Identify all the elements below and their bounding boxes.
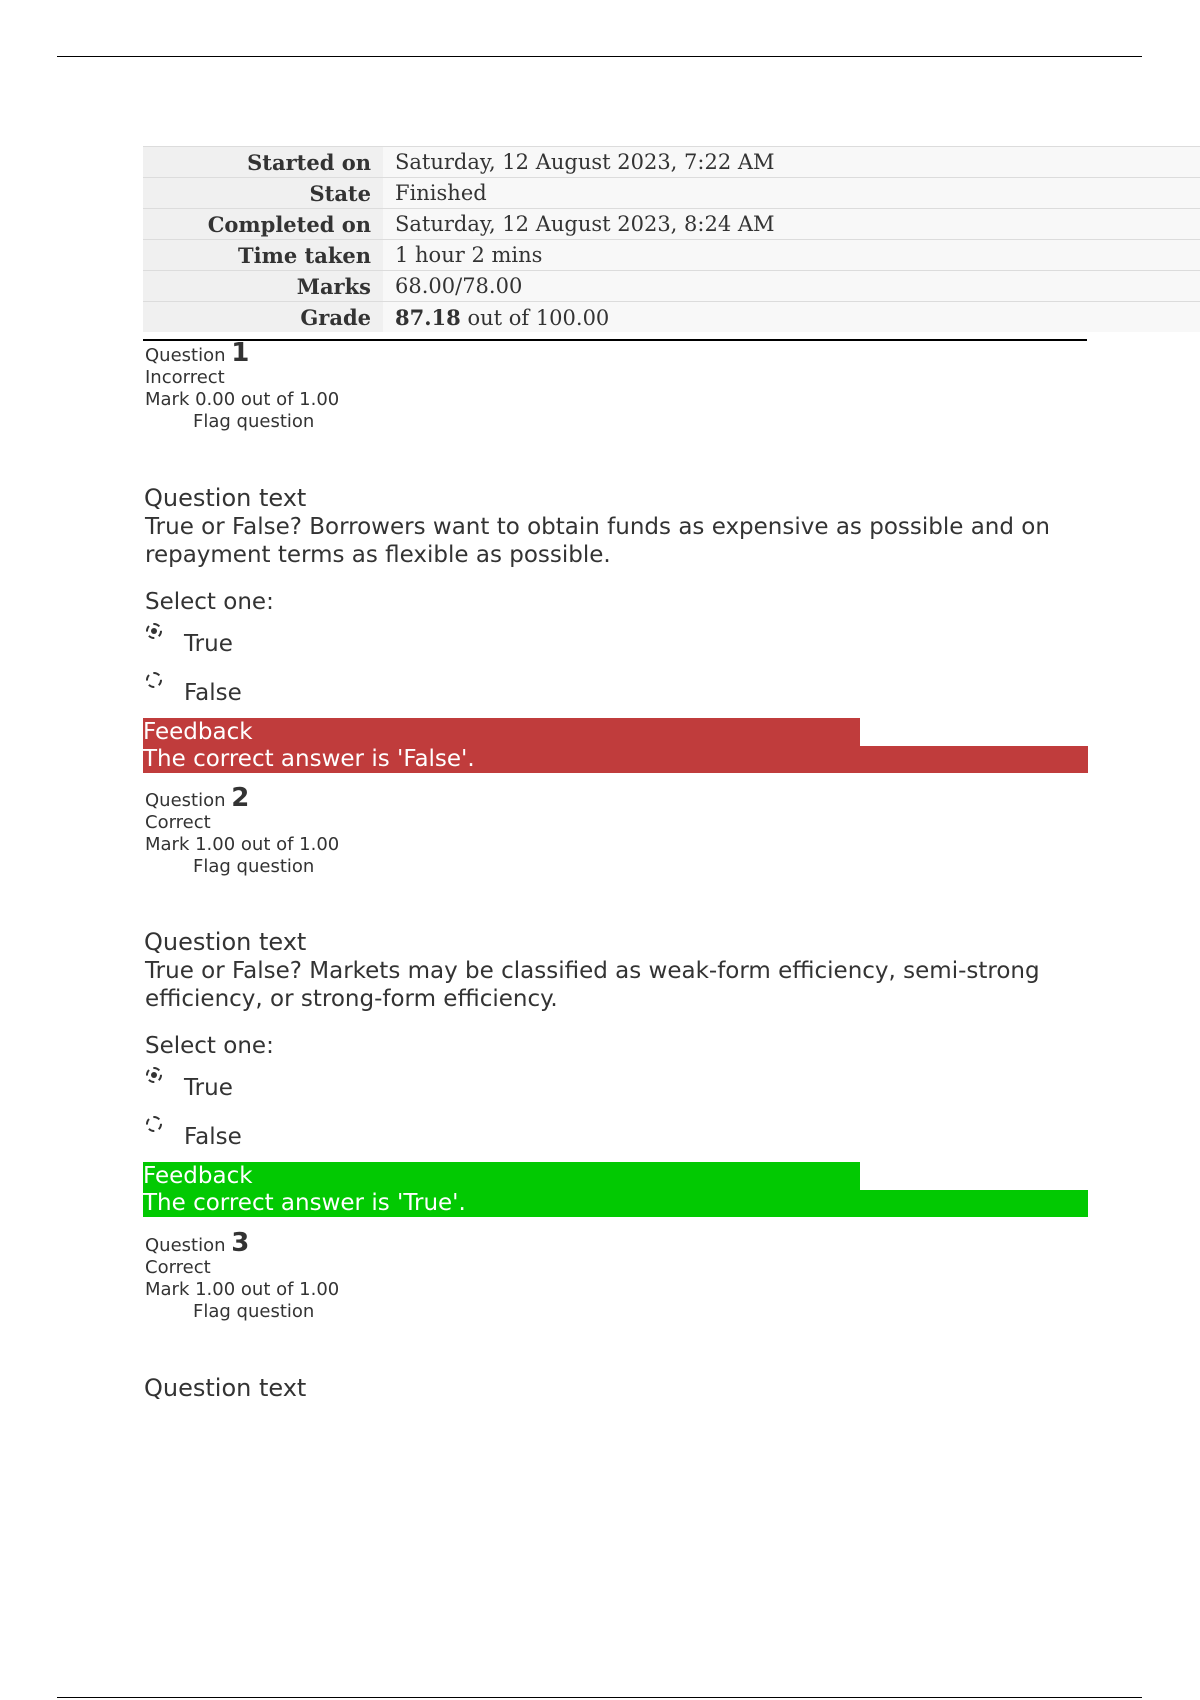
question-1-number: 1 [231, 338, 250, 368]
question-3-info [145, 1228, 340, 1323]
question-2-select-label: Select one: [145, 1033, 274, 1059]
question-1-option-true-label: True [184, 631, 233, 657]
question-1-radio-true[interactable] [146, 623, 162, 639]
question-2-number: 2 [231, 783, 250, 813]
grade-label: Grade [143, 302, 383, 333]
question-1-mark: Mark 0.00 out of 1.00 [145, 389, 340, 410]
question-1-option-false[interactable] [146, 680, 242, 706]
question-2-prefix: Question [145, 790, 232, 811]
question-1-prefix: Question [145, 345, 232, 366]
question-1-feedback-text: The correct answer is 'False'. [143, 746, 1088, 773]
question-2-text-label: Question text [144, 928, 307, 956]
state-value: Finished [383, 178, 1200, 209]
question-1-feedback-label: Feedback [143, 718, 860, 746]
question-2-text: True or False? Markets may be classified as weak-form efficiency, semi-strong efficiency, or strong-form efficiency. [145, 958, 1040, 1012]
question-1-info [145, 338, 340, 433]
question-1-option-false-label: False [184, 680, 242, 706]
question-3-prefix: Question [145, 1235, 232, 1256]
question-1-heading [145, 338, 339, 368]
summary-row-state [143, 178, 1200, 209]
time-taken-value: 1 hour 2 mins [383, 240, 1200, 271]
summary-underline [143, 339, 1087, 341]
question-3-text-label: Question text [144, 1374, 307, 1402]
question-2-radio-false[interactable] [146, 1116, 162, 1132]
marks-label: Marks [143, 271, 383, 302]
question-2-feedback-text: The correct answer is 'True'. [143, 1190, 1088, 1217]
question-3-flag-button[interactable]: Flag question [193, 1301, 315, 1322]
question-3-heading [145, 1228, 339, 1258]
question-2-option-false[interactable] [146, 1124, 242, 1150]
question-2-option-false-label: False [184, 1124, 242, 1150]
summary-row-marks [143, 271, 1200, 302]
summary-row-grade [143, 302, 1200, 333]
question-1-text-label: Question text [144, 484, 307, 512]
question-1-select-label: Select one: [145, 589, 274, 615]
bottom-rule [57, 1697, 1142, 1698]
question-3-number: 3 [231, 1228, 250, 1258]
top-rule [57, 56, 1142, 57]
grade-suffix: out of 100.00 [460, 305, 610, 330]
started-on-value: Saturday, 12 August 2023, 7:22 AM [383, 147, 1200, 178]
question-2-heading [145, 783, 339, 813]
question-2-radio-true[interactable] [146, 1067, 162, 1083]
state-label: State [143, 178, 383, 209]
grade-score: 87.18 [395, 304, 461, 330]
summary-row-started [143, 147, 1200, 178]
summary-row-completed [143, 209, 1200, 240]
question-2-option-true-label: True [184, 1075, 233, 1101]
question-1-status: Incorrect [145, 367, 225, 388]
completed-on-value: Saturday, 12 August 2023, 8:24 AM [383, 209, 1200, 240]
started-on-label: Started on [143, 147, 383, 178]
question-3-mark: Mark 1.00 out of 1.00 [145, 1279, 340, 1300]
question-1-radio-false[interactable] [146, 672, 162, 688]
question-1-text: True or False? Borrowers want to obtain funds as expensive as possible and on repayment terms as flexible as possible. [145, 514, 1050, 568]
completed-on-label: Completed on [143, 209, 383, 240]
question-2-option-true[interactable] [146, 1075, 233, 1101]
question-2-feedback-label: Feedback [143, 1162, 860, 1190]
question-2-mark: Mark 1.00 out of 1.00 [145, 834, 340, 855]
question-3-status: Correct [145, 1257, 211, 1278]
question-2-info [145, 783, 340, 878]
question-2-flag-button[interactable]: Flag question [193, 856, 315, 877]
summary-row-time-taken [143, 240, 1200, 271]
grade-value [383, 302, 1200, 333]
question-2-status: Correct [145, 812, 211, 833]
attempt-summary-table [143, 146, 1200, 332]
question-1-option-true[interactable] [146, 631, 233, 657]
time-taken-label: Time taken [143, 240, 383, 271]
question-1-flag-button[interactable]: Flag question [193, 411, 315, 432]
marks-value: 68.00/78.00 [383, 271, 1200, 302]
